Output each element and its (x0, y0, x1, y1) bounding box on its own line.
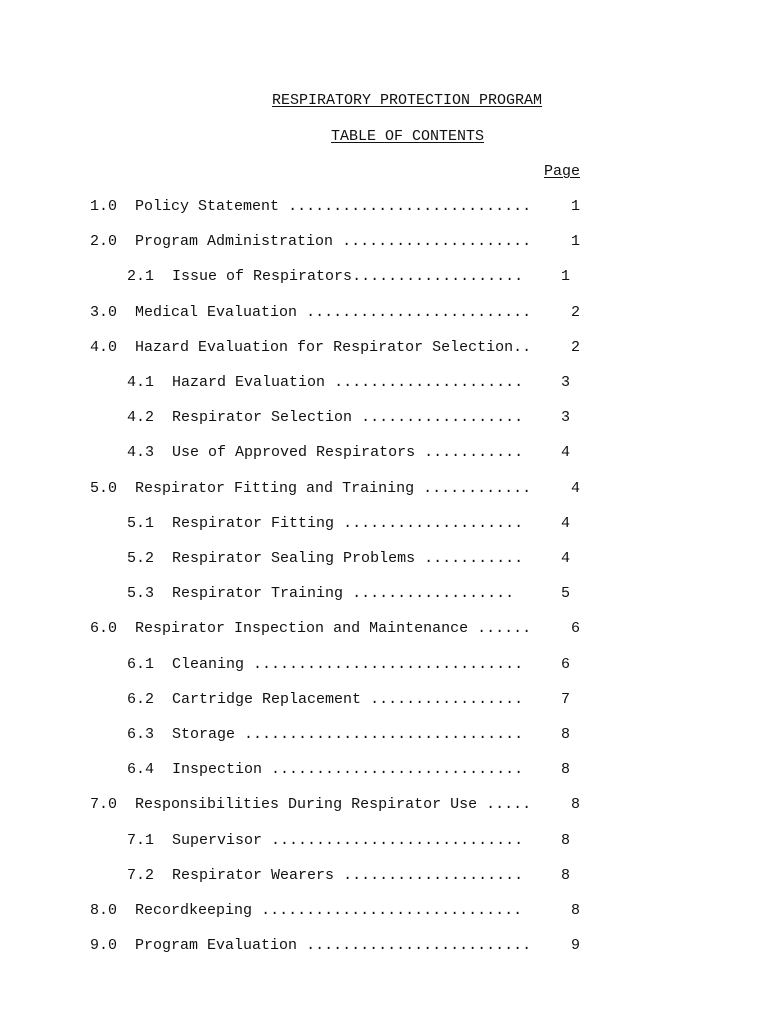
dot-leader: .............................. (244, 655, 524, 673)
toc-subentry (127, 374, 523, 392)
toc-entry (90, 902, 522, 920)
toc-entry (90, 480, 531, 498)
dot-leader: .. (513, 338, 532, 356)
section-title: Respirator Sealing Problems (172, 550, 416, 567)
page-number: 4 (561, 444, 571, 462)
section-title: Inspection (172, 761, 263, 779)
toc-subentry (127, 761, 523, 779)
dot-leader: ...... (468, 620, 532, 638)
toc-subentry (127, 515, 523, 533)
dot-leader: .................... (334, 514, 524, 532)
section-title: Recordkeeping (135, 902, 253, 919)
section-number: 7.1 (127, 831, 155, 849)
toc-heading: TABLE OF CONTENTS (331, 128, 485, 145)
section-title: Medical Evaluation (135, 303, 298, 321)
toc-entry (90, 304, 531, 322)
page-number: 4 (571, 479, 581, 497)
section-title: Respirator Selection (172, 409, 353, 427)
page-number: 8 (561, 761, 571, 779)
section-number: 5.2 (127, 550, 155, 567)
toc-subentry (127, 656, 523, 674)
dot-leader: ............................ (262, 761, 524, 779)
section-title: Responsibilities During Respirator Use (135, 796, 478, 814)
page-number: 4 (561, 514, 571, 532)
section-title: Respirator Inspection and Maintenance (135, 620, 469, 638)
section-number: 4.1 (127, 374, 155, 391)
section-title: Cartridge Replacement (172, 690, 362, 708)
section-title: Supervisor (172, 831, 263, 849)
page-number: 3 (561, 409, 571, 427)
page-number: 1 (561, 268, 571, 286)
section-number: 9.0 (90, 937, 118, 955)
page-number: 6 (561, 655, 571, 673)
section-title: Program Administration (135, 233, 334, 251)
section-number: 2.1 (127, 268, 155, 286)
toc-entry (90, 233, 531, 251)
section-number: 8.0 (90, 902, 118, 919)
page-number: 9 (571, 937, 581, 955)
section-title: Issue of Respirators (172, 268, 353, 286)
dot-leader: ......................... (297, 937, 532, 955)
toc-entry (90, 937, 531, 955)
dot-leader: ..... (477, 796, 532, 814)
toc-entry (90, 796, 531, 814)
toc-subentry (127, 550, 523, 568)
page-number: 7 (561, 690, 571, 708)
dot-leader: ............................... (235, 726, 524, 743)
section-title: Hazard Evaluation (172, 374, 326, 391)
section-title: Policy Statement (135, 198, 280, 215)
page-number: 8 (561, 831, 571, 849)
toc-subentry (127, 691, 523, 709)
section-title: Respirator Wearers (172, 866, 335, 884)
page-number: 8 (571, 796, 581, 814)
section-number: 5.3 (127, 585, 155, 603)
section-number: 7.2 (127, 866, 155, 884)
dot-leader: ......................... (297, 303, 532, 321)
section-number: 4.0 (90, 338, 118, 356)
section-number: 4.2 (127, 409, 155, 427)
document-title: RESPIRATORY PROTECTION PROGRAM (272, 92, 543, 109)
section-number: 6.1 (127, 655, 155, 673)
section-title: Respirator Fitting (172, 514, 335, 532)
page-number: 8 (561, 866, 571, 884)
dot-leader: ............................. (252, 902, 523, 919)
section-title: Use of Approved Respirators (172, 444, 416, 462)
dot-leader: ............ (414, 479, 532, 497)
section-title: Respirator Fitting and Training (135, 479, 415, 497)
toc-entry (90, 339, 531, 357)
dot-leader: ................... (352, 268, 524, 286)
section-number: 2.0 (90, 233, 118, 251)
page-number: 2 (571, 303, 581, 321)
page-number: 3 (561, 374, 571, 391)
section-number: 6.4 (127, 761, 155, 779)
section-number: 6.3 (127, 726, 155, 743)
page-number: 5 (561, 585, 571, 603)
dot-leader: ..................... (325, 374, 524, 391)
page-number: 8 (571, 902, 581, 919)
toc-entry (90, 198, 531, 216)
dot-leader: .................. (352, 409, 524, 427)
dot-leader: ........................... (279, 198, 532, 215)
dot-leader: .................... (334, 866, 524, 884)
section-title: Storage (172, 726, 236, 743)
section-number: 6.0 (90, 620, 118, 638)
section-number: 5.1 (127, 514, 155, 532)
toc-entry (90, 620, 531, 638)
dot-leader: ........... (415, 444, 524, 462)
dot-leader: ........... (415, 550, 524, 567)
page-column-header: Page (544, 163, 581, 180)
page-number: 8 (561, 726, 571, 743)
toc-subentry (127, 832, 523, 850)
toc-subentry (127, 409, 523, 427)
section-title: Hazard Evaluation for Respirator Selection (135, 338, 514, 356)
toc-subentry (127, 268, 523, 286)
page-number: 1 (571, 198, 581, 215)
section-number: 7.0 (90, 796, 118, 814)
section-number: 4.3 (127, 444, 155, 462)
toc-subentry (127, 867, 523, 885)
toc-subentry (127, 585, 514, 603)
dot-leader: ............................ (262, 831, 524, 849)
section-title: Respirator Training (172, 585, 344, 603)
dot-leader: .................. (343, 585, 515, 603)
section-number: 3.0 (90, 303, 118, 321)
page-number: 1 (571, 233, 581, 251)
dot-leader: ................. (361, 690, 524, 708)
section-title: Program Evaluation (135, 937, 298, 955)
section-number: 5.0 (90, 479, 118, 497)
section-number: 1.0 (90, 198, 118, 215)
toc-subentry (127, 444, 523, 462)
page-number: 2 (571, 338, 581, 356)
dot-leader: ..................... (333, 233, 532, 251)
page-number: 6 (571, 620, 581, 638)
section-number: 6.2 (127, 690, 155, 708)
section-title: Cleaning (172, 655, 245, 673)
page-number: 4 (561, 550, 571, 567)
toc-subentry (127, 726, 523, 744)
